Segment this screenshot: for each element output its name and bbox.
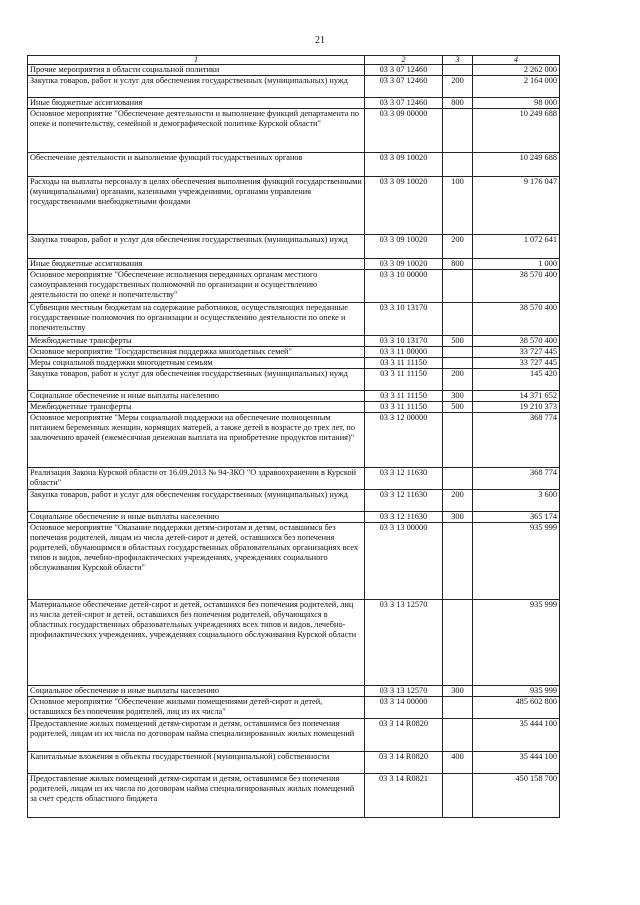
row-name-cell: Основное мероприятие "Обеспечение исполнения переданных органам местного самоуправления государственных полномочий по организации и осуществлению деятельности по опеке и попечительству" bbox=[28, 270, 365, 303]
row-type-cell: 300 bbox=[443, 686, 473, 697]
row-code-cell: 03 3 07 12460 bbox=[365, 65, 443, 76]
table-row bbox=[28, 177, 560, 235]
row-type-cell bbox=[443, 153, 473, 177]
row-type-cell bbox=[443, 65, 473, 76]
row-name-cell: Обеспечение деятельности и выполнение функций государственных органов bbox=[28, 153, 365, 177]
row-name-cell: Закупка товаров, работ и услуг для обеспечения государственных (муниципальных) нужд bbox=[28, 76, 365, 98]
row-name-cell: Субвенции местным бюджетам на содержание работников, осуществляющих переданные государственные полномочия по организации и осуществлению деятельности по опеке и попечительству bbox=[28, 303, 365, 336]
row-name-cell: Основное мероприятие "Обеспечение жилыми помещениями детей-сирот и детей, оставшихся без попечения родителей, лиц из их числа" bbox=[28, 697, 365, 719]
row-sum-cell: 365 174 bbox=[473, 512, 560, 523]
row-code-cell: 03 3 11 11150 bbox=[365, 402, 443, 413]
row-type-cell: 800 bbox=[443, 259, 473, 270]
row-sum-cell: 35 444 100 bbox=[473, 752, 560, 774]
row-sum-cell: 14 371 652 bbox=[473, 391, 560, 402]
row-code-cell: 03 3 13 12570 bbox=[365, 600, 443, 686]
row-code-cell: 03 3 14 R0820 bbox=[365, 719, 443, 752]
row-name-cell: Расходы на выплаты персоналу в целях обеспечения выполнения функций государственными (муниципальными) органами, казенными учреждениями, органами управления государственными внебюджетными фондами bbox=[28, 177, 365, 235]
row-sum-cell: 935 999 bbox=[473, 600, 560, 686]
table-row bbox=[28, 697, 560, 719]
row-code-cell: 03 3 11 11150 bbox=[365, 369, 443, 391]
row-type-cell: 400 bbox=[443, 752, 473, 774]
table-row bbox=[28, 303, 560, 336]
row-sum-cell: 3 600 bbox=[473, 490, 560, 512]
page-number: 21 bbox=[315, 35, 325, 46]
row-sum-cell: 145 420 bbox=[473, 369, 560, 391]
table-row bbox=[28, 600, 560, 686]
row-sum-cell: 38 570 400 bbox=[473, 270, 560, 303]
row-name-cell: Реализация Закона Курской области от 16.09.2013 № 94-ЗКО "О здравоохранении в Курской области" bbox=[28, 468, 365, 490]
table-row bbox=[28, 512, 560, 523]
row-code-cell: 03 3 14 R0820 bbox=[365, 752, 443, 774]
row-type-cell: 500 bbox=[443, 336, 473, 347]
row-type-cell: 300 bbox=[443, 391, 473, 402]
row-type-cell: 200 bbox=[443, 235, 473, 259]
table-row bbox=[28, 270, 560, 303]
row-name-cell: Закупка товаров, работ и услуг для обеспечения государственных (муниципальных) нужд bbox=[28, 490, 365, 512]
table-row bbox=[28, 98, 560, 109]
row-code-cell: 03 3 12 11630 bbox=[365, 512, 443, 523]
table-row bbox=[28, 358, 560, 369]
row-type-cell bbox=[443, 523, 473, 600]
table-row bbox=[28, 109, 560, 153]
row-sum-cell: 2 262 000 bbox=[473, 65, 560, 76]
header-cell-4: 4 bbox=[473, 56, 560, 65]
table-row bbox=[28, 259, 560, 270]
row-sum-cell: 935 999 bbox=[473, 523, 560, 600]
table-row bbox=[28, 468, 560, 490]
row-code-cell: 03 3 13 12570 bbox=[365, 686, 443, 697]
table-row bbox=[28, 76, 560, 98]
table-row bbox=[28, 719, 560, 752]
row-sum-cell: 9 176 047 bbox=[473, 177, 560, 235]
row-name-cell: Закупка товаров, работ и услуг для обеспечения государственных (муниципальных) нужд bbox=[28, 369, 365, 391]
row-name-cell: Межбюджетные трансферты bbox=[28, 336, 365, 347]
row-code-cell: 03 3 07 12460 bbox=[365, 98, 443, 109]
row-code-cell: 03 3 14 00000 bbox=[365, 697, 443, 719]
table-row bbox=[28, 235, 560, 259]
table-row bbox=[28, 523, 560, 600]
row-sum-cell: 368 774 bbox=[473, 468, 560, 490]
row-code-cell: 03 3 10 13170 bbox=[365, 336, 443, 347]
row-name-cell: Социальное обеспечение и иные выплаты населению bbox=[28, 391, 365, 402]
row-code-cell: 03 3 09 10020 bbox=[365, 259, 443, 270]
row-code-cell: 03 3 10 13170 bbox=[365, 303, 443, 336]
row-name-cell: Материальное обеспечение детей-сирот и детей, оставшихся без попечения родителей, лиц из числа детей-сирот и детей, оставшихся без попечения родителей, обучающихся в областных государственных образовательных учреждениях всех типов и видов, лечебно-профилактических учреждениях, учреждениях социального обслуживания Курской области bbox=[28, 600, 365, 686]
row-type-cell: 300 bbox=[443, 512, 473, 523]
row-type-cell: 500 bbox=[443, 402, 473, 413]
row-code-cell: 03 3 12 00000 bbox=[365, 413, 443, 468]
row-sum-cell: 98 000 bbox=[473, 98, 560, 109]
row-name-cell: Предоставление жилых помещений детям-сиротам и детям, оставшимся без попечения родителей, лицам из их числа по договорам найма специализированных жилых помещений bbox=[28, 719, 365, 752]
row-type-cell bbox=[443, 774, 473, 818]
row-sum-cell: 10 249 688 bbox=[473, 109, 560, 153]
row-type-cell bbox=[443, 719, 473, 752]
row-type-cell: 100 bbox=[443, 177, 473, 235]
row-code-cell: 03 3 11 11150 bbox=[365, 391, 443, 402]
row-code-cell: 03 3 12 11630 bbox=[365, 490, 443, 512]
table-header-row bbox=[28, 56, 560, 65]
row-sum-cell: 33 727 445 bbox=[473, 347, 560, 358]
row-type-cell: 200 bbox=[443, 76, 473, 98]
row-name-cell: Меры социальной поддержки многодетным семьям bbox=[28, 358, 365, 369]
row-sum-cell: 2 164 000 bbox=[473, 76, 560, 98]
row-name-cell: Капитальные вложения в объекты государственной (муниципальной) собственности bbox=[28, 752, 365, 774]
row-type-cell bbox=[443, 270, 473, 303]
row-name-cell: Основное мероприятие "Обеспечение деятельности и выполнение функций департамента по опеке и попечительству, семейной и демографической политике Курской области" bbox=[28, 109, 365, 153]
row-type-cell bbox=[443, 413, 473, 468]
row-type-cell: 200 bbox=[443, 490, 473, 512]
row-name-cell: Иные бюджетные ассигнования bbox=[28, 98, 365, 109]
row-name-cell: Межбюджетные трансферты bbox=[28, 402, 365, 413]
header-cell-3: 3 bbox=[443, 56, 473, 65]
row-sum-cell: 1 000 bbox=[473, 259, 560, 270]
row-code-cell: 03 3 11 00000 bbox=[365, 347, 443, 358]
row-type-cell bbox=[443, 358, 473, 369]
row-type-cell: 200 bbox=[443, 369, 473, 391]
row-type-cell bbox=[443, 347, 473, 358]
table-row bbox=[28, 752, 560, 774]
row-sum-cell: 33 727 445 bbox=[473, 358, 560, 369]
table-row bbox=[28, 153, 560, 177]
row-code-cell: 03 3 13 00000 bbox=[365, 523, 443, 600]
row-type-cell bbox=[443, 697, 473, 719]
row-name-cell: Предоставление жилых помещений детям-сиротам и детям, оставшимся без попечения родителей, лицам из их числа по договорам найма специализированных жилых помещений за счет средств областного бюджета bbox=[28, 774, 365, 818]
table-row bbox=[28, 347, 560, 358]
row-name-cell: Социальное обеспечение и иные выплаты населению bbox=[28, 512, 365, 523]
row-code-cell: 03 3 12 11630 bbox=[365, 468, 443, 490]
row-sum-cell: 19 210 373 bbox=[473, 402, 560, 413]
row-code-cell: 03 3 09 10020 bbox=[365, 177, 443, 235]
row-name-cell: Закупка товаров, работ и услуг для обеспечения государственных (муниципальных) нужд bbox=[28, 235, 365, 259]
row-sum-cell: 10 249 688 bbox=[473, 153, 560, 177]
row-name-cell: Основное мероприятие "Государственная поддержка многодетных семей" bbox=[28, 347, 365, 358]
row-sum-cell: 35 444 100 bbox=[473, 719, 560, 752]
table-row bbox=[28, 336, 560, 347]
row-code-cell: 03 3 07 12460 bbox=[365, 76, 443, 98]
row-sum-cell: 450 158 700 bbox=[473, 774, 560, 818]
row-type-cell bbox=[443, 600, 473, 686]
row-name-cell: Основное мероприятие "Меры социальной поддержки на обеспечение полноценным питанием беременных женщин, кормящих матерей, а также детей в возрасте до трех лет, по заключению врачей (ежемесячная денежная выплата на приобретение продуктов питания)" bbox=[28, 413, 365, 468]
row-name-cell: Иные бюджетные ассигнования bbox=[28, 259, 365, 270]
table-row bbox=[28, 65, 560, 76]
row-sum-cell: 485 602 800 bbox=[473, 697, 560, 719]
row-type-cell bbox=[443, 303, 473, 336]
table-row bbox=[28, 369, 560, 391]
row-sum-cell: 1 072 641 bbox=[473, 235, 560, 259]
row-sum-cell: 38 570 400 bbox=[473, 303, 560, 336]
row-code-cell: 03 3 09 00000 bbox=[365, 109, 443, 153]
row-type-cell: 800 bbox=[443, 98, 473, 109]
row-code-cell: 03 3 11 11150 bbox=[365, 358, 443, 369]
header-cell-1: 1 bbox=[28, 56, 365, 65]
row-code-cell: 03 3 14 R0821 bbox=[365, 774, 443, 818]
table-row bbox=[28, 413, 560, 468]
table-row bbox=[28, 774, 560, 818]
row-code-cell: 03 3 09 10020 bbox=[365, 235, 443, 259]
row-type-cell bbox=[443, 468, 473, 490]
row-name-cell: Основное мероприятие "Оказание поддержки детям-сиротам и детям, оставшимся без попечения родителей, лицам из числа детей-сирот и детей, оставшихся без попечения родителей, обучающимся в областных государственных образовательных организациях всех типов и видов, лечебно-профилактических учреждениях, учреждениях социального обслуживания Курской области" bbox=[28, 523, 365, 600]
row-name-cell: Социальное обеспечение и иные выплаты населению bbox=[28, 686, 365, 697]
table-row bbox=[28, 402, 560, 413]
table-row bbox=[28, 686, 560, 697]
row-type-cell bbox=[443, 109, 473, 153]
row-sum-cell: 38 570 400 bbox=[473, 336, 560, 347]
row-code-cell: 03 3 09 10020 bbox=[365, 153, 443, 177]
budget-table bbox=[27, 55, 560, 818]
row-sum-cell: 935 999 bbox=[473, 686, 560, 697]
row-code-cell: 03 3 10 00000 bbox=[365, 270, 443, 303]
table-row bbox=[28, 391, 560, 402]
table-row bbox=[28, 490, 560, 512]
row-sum-cell: 368 774 bbox=[473, 413, 560, 468]
row-name-cell: Прочие мероприятия в области социальной политики bbox=[28, 65, 365, 76]
header-cell-2: 2 bbox=[365, 56, 443, 65]
